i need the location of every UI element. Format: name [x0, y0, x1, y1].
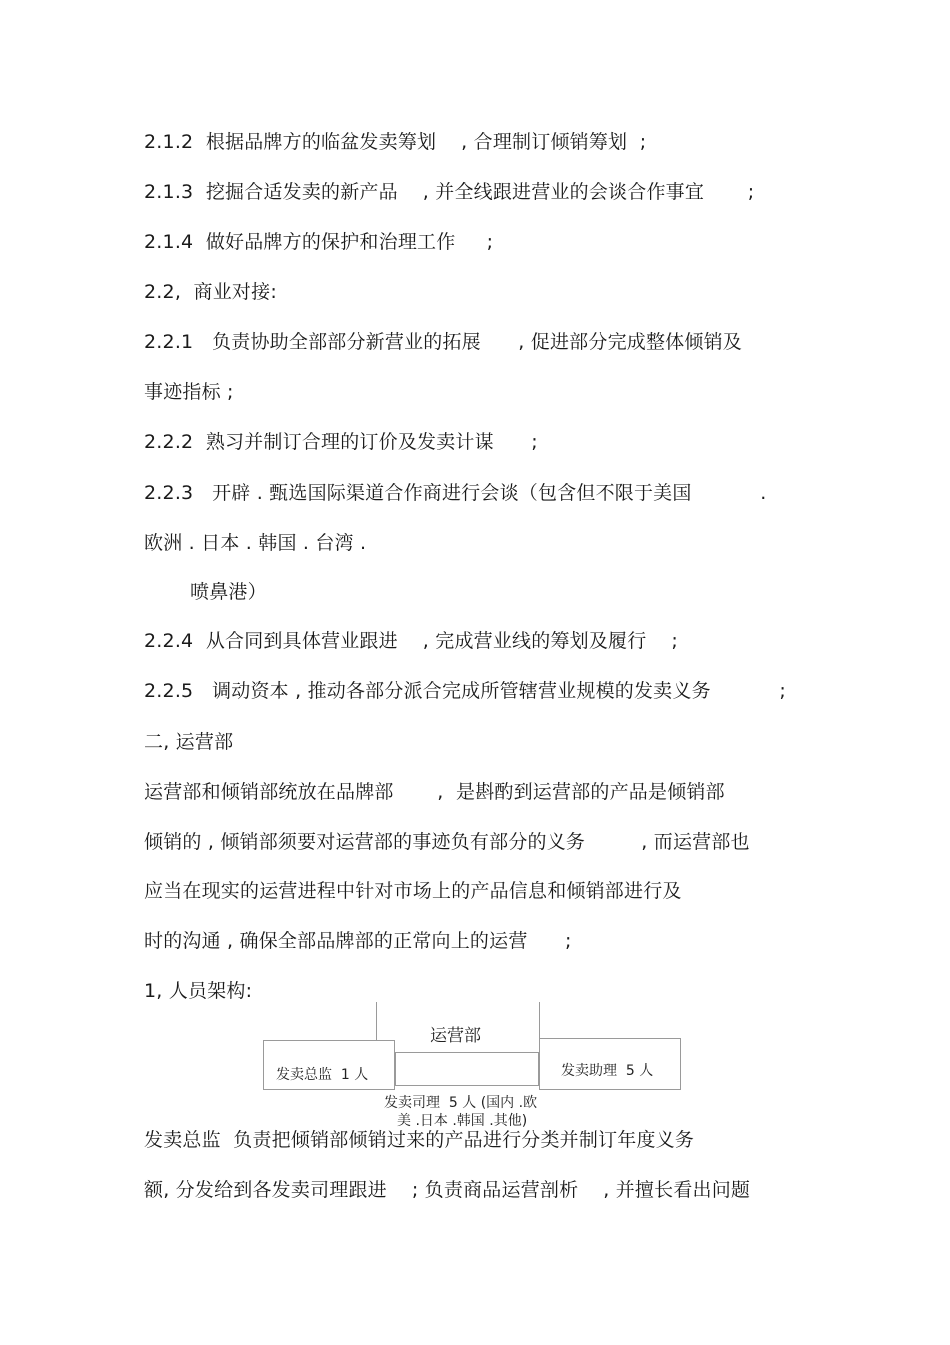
paragraph-2-2-2: 2.2.2 熟习并制订合理的订价及发卖计谋 ;	[144, 431, 538, 453]
paragraph-2-2-5: 2.2.5 调动资本 , 推动各部分派合完成所管辖营业规模的发卖义务 ;	[144, 680, 787, 702]
paragraph-2-2-3-cont2: 喷鼻港）	[190, 581, 267, 603]
paragraph-2-1-3: 2.1.3 挖掘合适发卖的新产品 , 并全线跟进营业的会谈合作事宜 ;	[144, 181, 755, 203]
org-node-operations: 运营部	[430, 1026, 481, 1046]
org-node-sales-manager-line1: 发卖司理 5 人 (国内 .欧	[384, 1095, 538, 1111]
org-node-sales-assistant: 发卖助理 5 人	[561, 1063, 654, 1079]
heading-operations: 二, 运营部	[144, 731, 234, 753]
paragraph-2-2-4: 2.2.4 从合同到具体营业跟进 , 完成营业线的筹划及履行 ;	[144, 630, 679, 652]
paragraph-director-2: 额, 分发给到各发卖司理跟进 ; 负责商品运营剖析 , 并擅长看出问题	[144, 1179, 751, 1201]
paragraph-2-1-4: 2.1.4 做好品牌方的保护和治理工作 ;	[144, 231, 494, 253]
paragraph-2-1-2: 2.1.2 根据品牌方的临盆发卖筹划 , 合理制订倾销筹划 ;	[144, 131, 647, 153]
paragraph-2-2-1: 2.2.1 负责协助全部部分新营业的拓展 , 促进部分完成整体倾销及	[144, 331, 742, 353]
heading-2-2: 2.2, 商业对接:	[144, 281, 277, 303]
org-box-bottom	[395, 1052, 539, 1086]
paragraph-operations-4: 时的沟通 , 确保全部品牌部的正常向上的运营 ;	[144, 930, 572, 952]
paragraph-2-2-3: 2.2.3 开辟 . 甄选国际渠道合作商进行会谈（包含但不限于美国 .	[144, 482, 767, 504]
heading-personnel: 1, 人员架构:	[144, 980, 253, 1002]
paragraph-operations-1: 运营部和倾销部统放在品牌部 , 是斟酌到运营部的产品是倾销部	[144, 781, 725, 803]
paragraph-2-2-1-cont: 事迹指标 ;	[144, 381, 234, 403]
paragraph-operations-3: 应当在现实的运营进程中针对市场上的产品信息和倾销部进行及	[144, 880, 682, 902]
org-node-sales-manager-line2: 美 .日本 .韩国 .其他)	[397, 1113, 528, 1129]
org-node-sales-director: 发卖总监 1 人	[276, 1067, 369, 1083]
paragraph-director-1: 发卖总监 负责把倾销部倾销过来的产品进行分类并制订年度义务	[144, 1129, 695, 1151]
paragraph-operations-2: 倾销的 , 倾销部须要对运营部的事迹负有部分的义务 , 而运营部也	[144, 831, 750, 853]
paragraph-2-2-3-cont: 欧洲 . 日本 . 韩国 . 台湾 .	[144, 532, 367, 554]
